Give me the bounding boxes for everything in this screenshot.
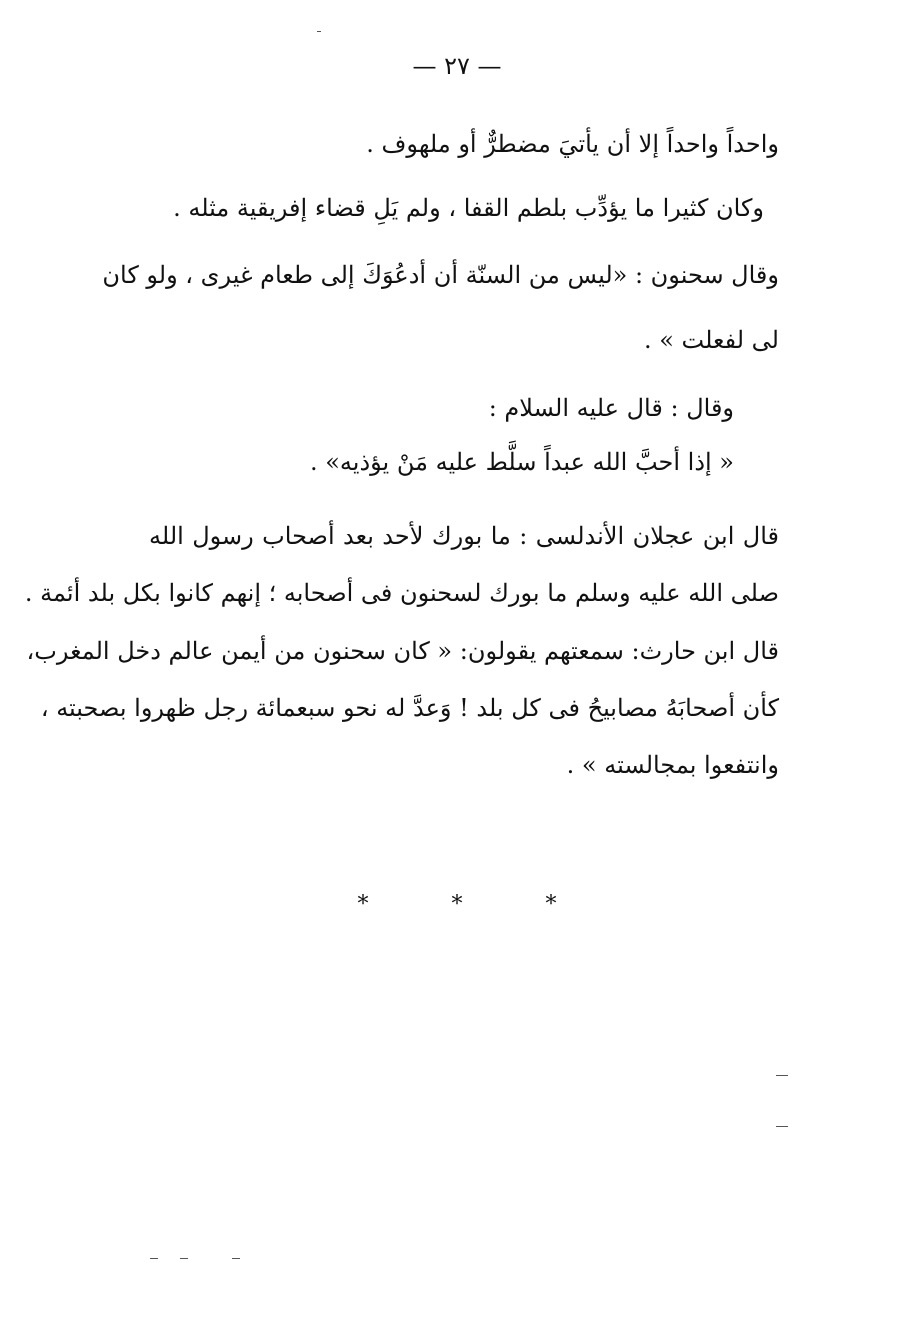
- text-line-7: قال ابن عجلان الأندلسى : ما بورك لأحد بعد أصحاب رسول الله: [149, 522, 779, 550]
- text-line-2: وكان كثيرا ما يؤدِّب بلطم القفا ، ولم يَلِ قضاء إفريقية مثله .: [173, 194, 764, 222]
- page-number: — ٢٧ —: [412, 52, 502, 80]
- text-line-1: واحداً واحداً إلا أن يأتيَ مضطرٌّ أو ملهوف .: [366, 130, 779, 158]
- scan-speck: [180, 1258, 188, 1259]
- scan-speck: [232, 1258, 240, 1259]
- text-line-9: قال ابن حارث: سمعتهم يقولون: « كان سحنون من أيمن عالم دخل المغرب،: [26, 637, 779, 665]
- text-line-11: وانتفعوا بمجالسته » .: [566, 751, 779, 779]
- text-line-4: لى لفعلت » .: [643, 326, 779, 354]
- text-line-3: وقال سحنون : «ليس من السنّة أن أدعُوَكَ إلى طعام غيرى ، ولو كان: [102, 261, 779, 289]
- text-line-8: صلى الله عليه وسلم ما بورك لسحنون فى أصحابه ؛ إنهم كانوا بكل بلد أئمة .: [24, 579, 779, 607]
- scan-speck: [317, 31, 321, 32]
- text-line-10: كأن أصحابَهُ مصابيحُ فى كل بلد ! وَعدَّ له نحو سبعمائة رجل ظهروا بصحبته ،: [40, 694, 779, 722]
- scan-speck: [776, 1126, 788, 1127]
- text-line-5: وقال : قال عليه السلام :: [488, 394, 734, 422]
- scan-speck: [150, 1258, 158, 1259]
- scan-speck: [776, 1075, 788, 1076]
- section-separator: * * *: [357, 892, 595, 917]
- text-line-6: « إذا أحبَّ الله عبداً سلَّط عليه مَنْ يؤذيه» .: [309, 448, 734, 476]
